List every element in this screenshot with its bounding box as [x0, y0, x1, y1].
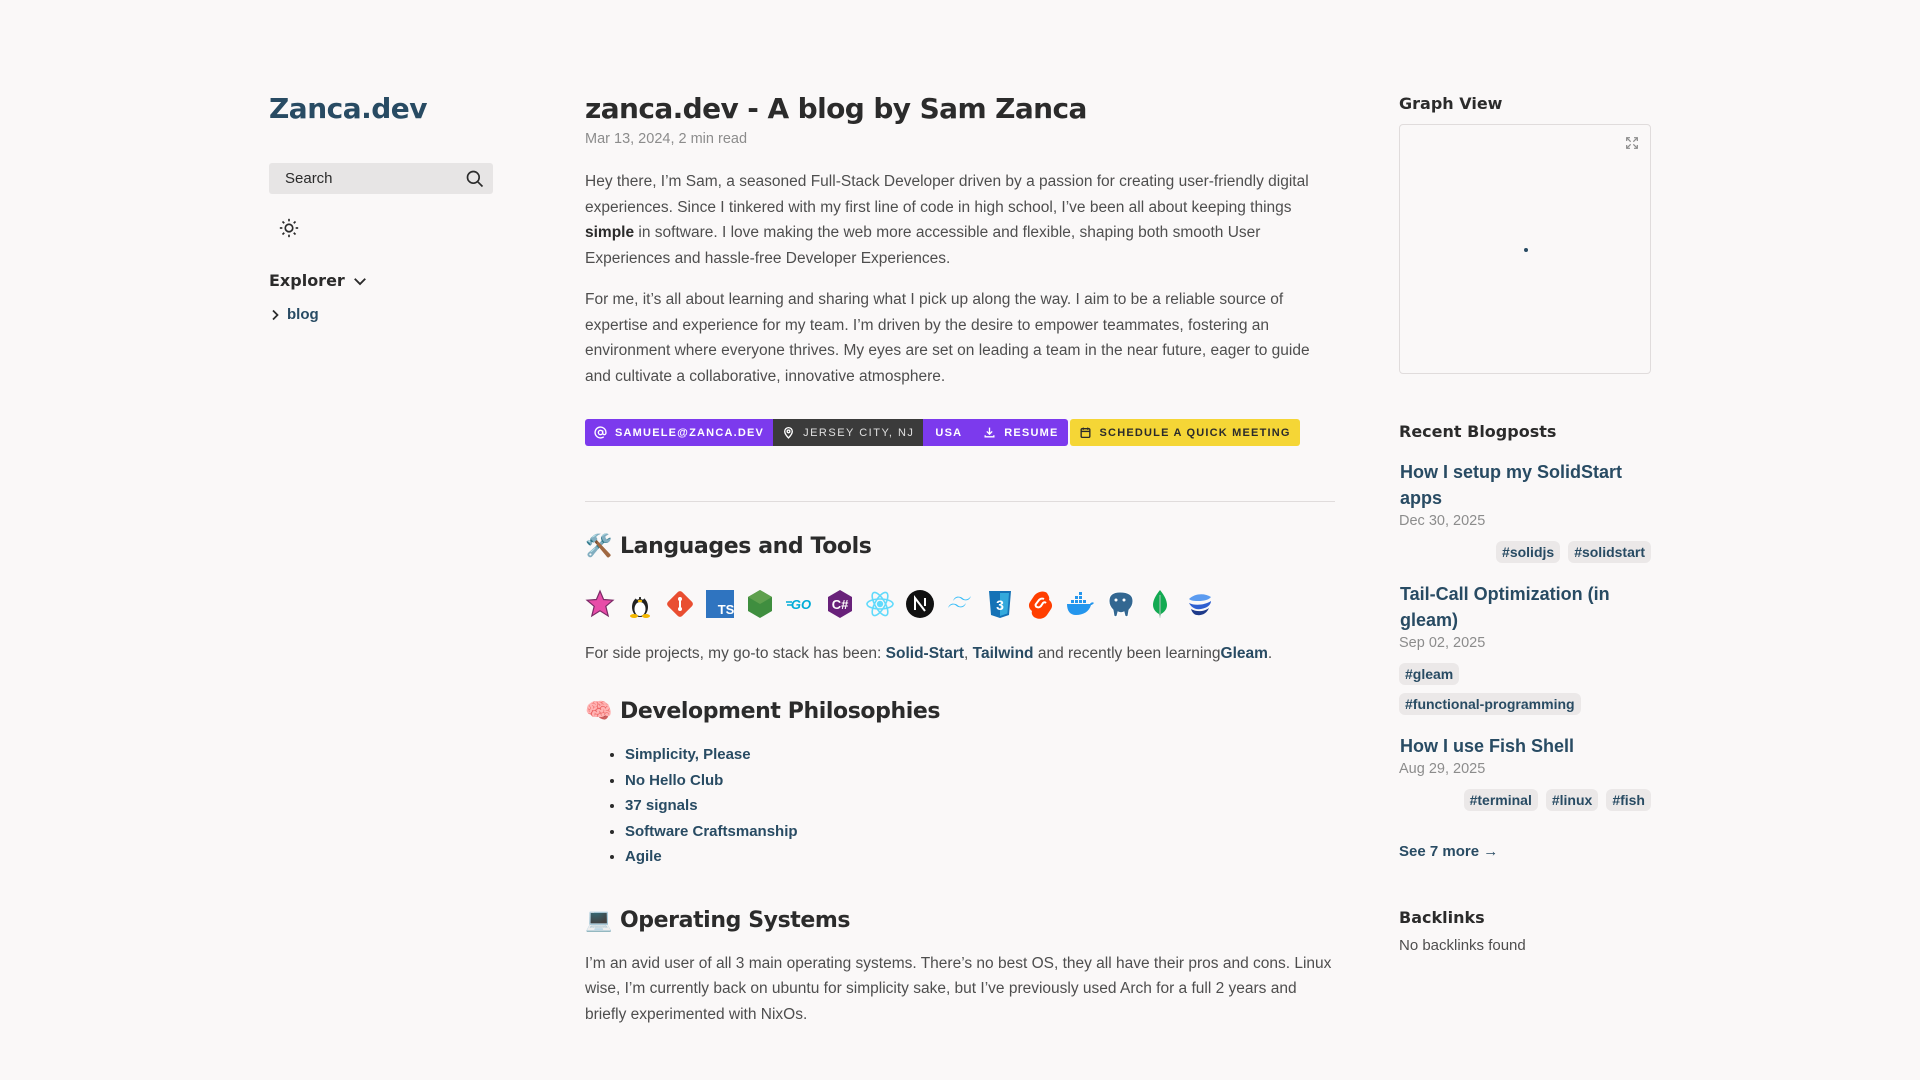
link-gleam[interactable]: Gleam — [1220, 645, 1268, 662]
stack-icon — [1185, 589, 1215, 619]
article-meta: Mar 13, 2024, 2 min read — [585, 131, 748, 147]
location-badge: JERSEY CITY, NJ — [773, 419, 923, 446]
list-item — [625, 768, 1335, 794]
site-title[interactable]: Zanca.dev — [269, 92, 428, 125]
laptop-emoji: 💻 — [585, 907, 612, 933]
philosophies-list — [625, 742, 1335, 870]
tag-link[interactable]: #solidstart — [1568, 541, 1651, 563]
svg-text:3: 3 — [996, 597, 1004, 613]
backlinks-heading: Backlinks — [1399, 908, 1485, 927]
email-badge[interactable]: SAMUELE@ZANCA.DEV — [585, 419, 773, 446]
chevron-right-icon — [269, 309, 281, 321]
blogpost-tags — [1399, 789, 1651, 811]
typescript-icon — [705, 589, 735, 619]
philosophy-link[interactable]: 37 signals — [625, 797, 698, 814]
tag-link[interactable]: #linux — [1546, 789, 1598, 811]
map-pin-icon — [782, 426, 795, 439]
tag-link[interactable]: #gleam — [1399, 663, 1459, 685]
git-icon — [665, 589, 695, 619]
tag-link[interactable]: #terminal — [1464, 789, 1538, 811]
blogpost-item — [1399, 733, 1651, 811]
tag-link[interactable]: #functional-programming — [1399, 693, 1581, 715]
right-sidebar — [1399, 94, 1651, 954]
explorer-toggle[interactable] — [269, 271, 493, 290]
second-paragraph: For me, it’s all about learning and sharing what I pick up along the way. I aim to be a reliable source of expertise and experience for my team. I’m driven by the desire to empower teammates, fostering an environment where everyone thrives. My eyes are set on leading a team in the near future, eager to guide and cultivate a collaborative, innovative atmosphere. — [585, 291, 1310, 385]
svg-text:TS: TS — [717, 602, 735, 617]
article — [585, 92, 1335, 1027]
chevron-down-icon — [351, 272, 369, 290]
nodejs-icon — [745, 589, 775, 619]
recent-blogposts-heading: Recent Blogposts — [1399, 422, 1557, 441]
search-icon — [465, 169, 485, 189]
list-item — [625, 742, 1335, 768]
blogpost-date: Aug 29, 2025 — [1399, 761, 1486, 777]
page-title: zanca.dev - A blog by Sam Zanca — [585, 92, 1087, 125]
expand-icon[interactable] — [1624, 135, 1640, 151]
list-item — [625, 844, 1335, 870]
development-philosophies-heading: 🧠 Development Philosophies — [585, 699, 941, 724]
link-solid-start[interactable]: Solid-Start — [885, 645, 965, 662]
see-more-link[interactable]: See 7 more → — [1399, 843, 1499, 860]
astro-icon — [585, 589, 615, 619]
blogpost-tags — [1399, 663, 1651, 715]
graph-view[interactable] — [1399, 124, 1651, 374]
brain-emoji: 🧠 — [585, 699, 612, 724]
react-icon — [865, 589, 895, 619]
philosophy-link[interactable]: Simplicity, Please — [625, 746, 751, 763]
philosophy-link[interactable]: Software Craftsmanship — [625, 822, 798, 840]
bold-simple: simple — [585, 224, 635, 241]
operating-systems-heading: 💻 Operating Systems — [585, 907, 851, 933]
tailwind-icon — [945, 589, 975, 619]
search-label: Search — [285, 170, 333, 187]
left-sidebar — [269, 92, 493, 323]
blogpost-title-link[interactable]: How I use Fish Shell — [1400, 736, 1575, 756]
svg-text:C#: C# — [831, 597, 849, 612]
csharp-icon — [825, 589, 855, 619]
tools-emoji: 🛠️ — [585, 534, 612, 559]
blogpost-title-link[interactable]: How I setup my SolidStart apps — [1400, 462, 1623, 508]
country-badge: USA — [923, 419, 974, 446]
graph-view-heading: Graph View — [1399, 94, 1503, 113]
blogpost-item — [1399, 581, 1651, 715]
sun-icon[interactable] — [279, 218, 299, 238]
mongodb-icon — [1145, 589, 1175, 619]
intro-paragraph: Hey there, I’m Sam, a seasoned Full-Stack Developer driven by a passion for creating user-friendly digital experiences. Since I tinkered with my first line of code in high school, I’ve been all about keeping things simple in software. I love making the web more accessible and flexible, shaping both smooth User Experiences and hassle-free Developer Experiences. — [585, 173, 1309, 267]
blogpost-title-link[interactable]: Tail-Call Optimization (in gleam) — [1400, 584, 1610, 630]
svelte-icon — [1025, 589, 1055, 619]
os-paragraph: I’m an avid user of all 3 main operating systems. There’s no best OS, they all have their pros and cons. Linux wise, I’m currently back on ubuntu for simplicity sake, but I’ve previously used Arch for a full 2 years and briefly experimented with NixOs. — [585, 954, 1332, 1023]
download-icon — [983, 426, 996, 439]
tag-link[interactable]: #fish — [1606, 789, 1651, 811]
folder-label: blog — [287, 306, 319, 323]
docker-icon — [1065, 589, 1095, 619]
tag-link[interactable]: #solidjs — [1496, 541, 1560, 563]
search-bar[interactable] — [269, 163, 493, 194]
resume-badge[interactable]: RESUME — [974, 419, 1067, 446]
at-icon — [594, 426, 607, 439]
languages-tools-heading: 🛠️ Languages and Tools — [585, 534, 872, 559]
divider — [585, 501, 1335, 502]
postgresql-icon — [1105, 589, 1135, 619]
go-icon — [785, 589, 815, 619]
list-item — [625, 793, 1335, 819]
schedule-meeting-badge[interactable]: SCHEDULE A QUICK MEETING — [1070, 419, 1300, 446]
blogpost-item — [1399, 459, 1651, 563]
blogpost-date: Sep 02, 2025 — [1399, 635, 1486, 651]
nextjs-icon — [905, 589, 935, 619]
list-item — [625, 819, 1335, 845]
stack-paragraph: For side projects, my go-to stack has been: Solid-Start, Tailwind and recently been learningGleam. — [585, 645, 1273, 662]
philosophy-link[interactable]: No Hello Club — [625, 771, 724, 789]
css3-icon — [985, 589, 1015, 619]
backlinks-empty-text: No backlinks found — [1399, 937, 1526, 954]
blogpost-tags — [1399, 541, 1651, 563]
explorer-label: Explorer — [269, 271, 345, 290]
philosophy-link[interactable]: Agile — [625, 848, 662, 865]
link-tailwind[interactable]: Tailwind — [972, 645, 1034, 662]
contact-badges — [585, 419, 1335, 446]
calendar-icon — [1079, 426, 1092, 439]
tool-icons — [585, 589, 1335, 619]
blogpost-date: Dec 30, 2025 — [1399, 513, 1486, 529]
explorer-folder-blog[interactable] — [269, 306, 493, 323]
graph-node[interactable] — [1524, 248, 1528, 252]
svg-text:GO: GO — [790, 597, 812, 612]
linux-icon — [625, 589, 655, 619]
